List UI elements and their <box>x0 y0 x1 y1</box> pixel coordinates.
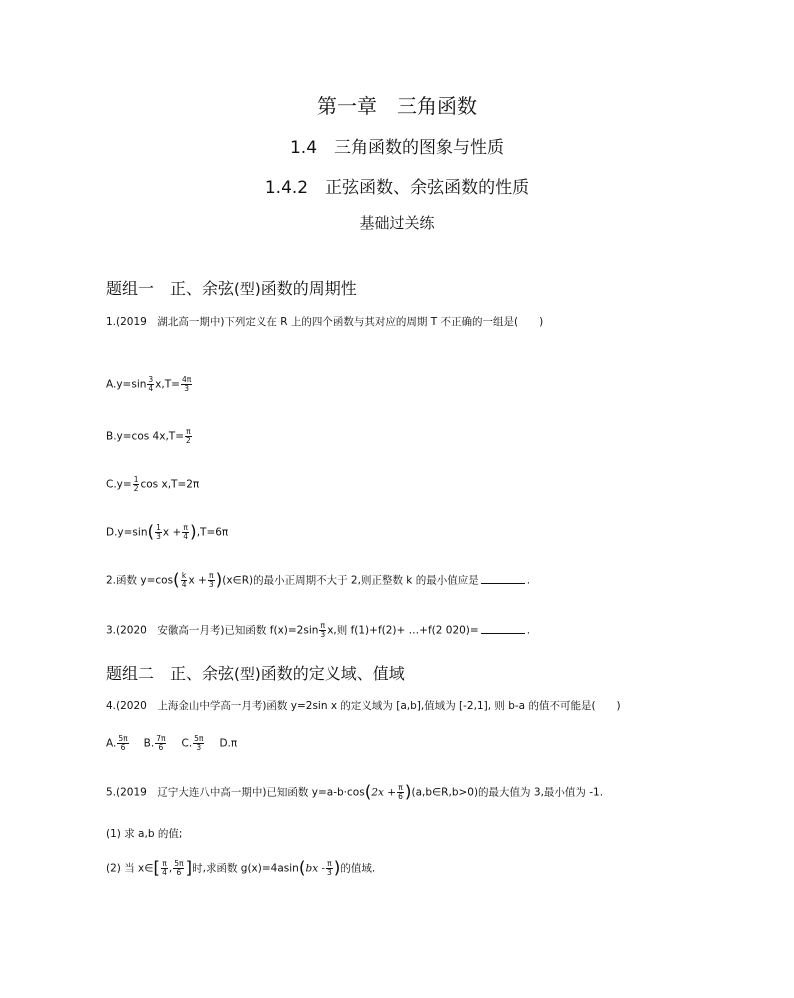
q2-frac1 <box>181 572 188 589</box>
q5-p2-r1-num: π <box>162 859 167 868</box>
question-3 <box>106 622 530 639</box>
q5-p2-r1 <box>161 860 168 877</box>
q5-p2-comma: , <box>168 862 173 875</box>
q1-a-frac-den: 4 <box>148 384 154 393</box>
q5-p2-pre: (2) 当 x∈ <box>106 862 154 875</box>
q1-b-period-den: 2 <box>186 436 191 445</box>
q2-end: . <box>526 574 531 587</box>
q1-a-pre: A.y=sin <box>106 378 147 391</box>
q5-p2-r1-den: 4 <box>162 868 167 877</box>
q1-c-pre: C.y= <box>106 478 132 491</box>
q2-pre: 2.函数 y=cos <box>106 574 174 587</box>
group-title-1-a: 题组一 正、余弦 <box>106 279 235 298</box>
group-title-1-c: 函数的周期性 <box>260 279 357 298</box>
q5-p2-frac-den: 3 <box>327 868 332 877</box>
q3-post: x,则 f(1)+f(2)+ …+f(2 020)= <box>327 624 479 637</box>
q5-p2-r2-den: 6 <box>176 868 182 877</box>
q5-inner: 2x + <box>371 786 397 799</box>
q4-c-frac <box>193 735 204 752</box>
q1-d-post: ,T=6π <box>196 526 229 539</box>
q1-c-post: cos x,T=2π <box>140 478 200 491</box>
q5-post: (a,b∈R,b>0)的最大值为 3,最小值为 -1. <box>411 786 604 799</box>
q3-frac <box>319 622 326 639</box>
q1-b-period <box>185 428 192 445</box>
subsection-title: 1.4.2 正弦函数、余弦函数的性质 <box>264 178 530 198</box>
q5-p2-inner: bx - <box>305 862 325 875</box>
section-title: 1.4 三角函数的图象与性质 <box>289 138 505 158</box>
q5-p2-mid: 时,求函数 g(x)=4asin <box>192 862 299 875</box>
q5-lparen: ( <box>364 782 372 803</box>
q2-frac1-den: 4 <box>181 580 187 589</box>
q1-d-lparen: ( <box>147 522 155 543</box>
q1-d-pre: D.y=sin <box>106 526 148 539</box>
q1-d-frac2 <box>182 524 189 541</box>
group-title-1 <box>106 276 357 299</box>
q1-c-frac-den: 2 <box>133 484 139 493</box>
question-1-option-d <box>106 524 228 541</box>
q3-end: . <box>526 624 531 637</box>
question-2 <box>106 572 530 589</box>
q4-c-num: 5π <box>194 734 204 743</box>
group-title-2-b: (型) <box>234 665 261 683</box>
q4-a-den: 6 <box>120 743 126 752</box>
question-5-stem <box>106 784 603 801</box>
question-5-part-2 <box>106 860 375 877</box>
q3-frac-den: 3 <box>320 630 326 639</box>
q1-d-frac1 <box>155 524 162 541</box>
q1-b-pre: B.y=cos 4x,T= <box>106 430 185 443</box>
q2-post: (x∈R)的最小正周期不大于 2,则正整数 k 的最小值应是 <box>222 574 479 587</box>
question-1-option-a <box>106 376 193 393</box>
q5-p2-r2-num: 5π <box>174 859 184 868</box>
q3-frac-num: π <box>320 621 326 630</box>
q1-b-period-num: π <box>186 427 191 436</box>
q1-d-frac2-num: π <box>183 523 188 532</box>
q5-frac-den: 6 <box>398 792 403 801</box>
q2-mid: x + <box>188 574 207 587</box>
chapter-title: 第一章 三角函数 <box>317 94 477 118</box>
q4-b-frac <box>155 735 166 752</box>
q5-frac-num: π <box>398 783 403 792</box>
q5-p2-lparen: ( <box>298 858 306 879</box>
q2-frac1-num: k <box>181 571 187 580</box>
q2-answer-blank[interactable] <box>481 575 525 584</box>
q2-lparen: ( <box>173 570 180 591</box>
q5-p2-rbracket: ] <box>185 858 193 879</box>
group-title-2 <box>106 661 405 684</box>
q1-d-mid: x + <box>162 526 182 539</box>
q5-frac <box>397 784 404 801</box>
q1-d-frac2-den: 4 <box>183 532 189 541</box>
q1-c-frac-num: 1 <box>133 475 139 484</box>
q1-d-frac1-num: 1 <box>156 523 161 532</box>
practice-title: 基础过关练 <box>359 214 435 232</box>
q1-c-frac <box>133 476 140 493</box>
q4-b-den: 6 <box>158 743 164 752</box>
q4-a-num: 5π <box>118 734 128 743</box>
q3-pre: 3.(2020 安徽高一月考)已知函数 f(x)=2sin <box>106 624 319 637</box>
question-4-options <box>106 735 237 752</box>
question-1-option-b <box>106 428 193 445</box>
q1-d-frac1-den: 3 <box>156 532 161 541</box>
q2-frac2 <box>208 572 215 589</box>
q1-a-mid: x,T= <box>155 378 180 391</box>
question-5-part-1: (1) 求 a,b 的值; <box>106 828 183 840</box>
q5-pre: 5.(2019 辽宁大连八中高一期中)已知函数 y=a-b·cos <box>106 786 365 799</box>
q4-d: D.π <box>219 737 238 750</box>
q4-c-den: 3 <box>196 743 202 752</box>
group-title-2-c: 函数的定义域、值域 <box>260 664 405 683</box>
question-1-stem: 1.(2019 湖北高一期中)下列定义在 R 上的四个函数与其对应的周期 T 不正确的一组是( ) <box>106 316 544 328</box>
q1-a-frac <box>147 376 154 393</box>
q4-b-num: 7π <box>156 734 166 743</box>
question-4-stem: 4.(2020 上海金山中学高一月考)函数 y=2sin x 的定义域为 [a,b],值域为 [-2,1], 则 b-a 的值不可能是( ) <box>106 700 621 712</box>
q5-p2-frac <box>326 860 333 877</box>
q2-rparen: ) <box>215 570 223 591</box>
q5-p2-lbracket: [ <box>153 858 161 879</box>
q4-a-pre: A. <box>106 737 117 750</box>
q5-p2-post: 的值域. <box>340 862 376 875</box>
q5-p2-r2 <box>173 860 184 877</box>
q4-c-pre: C. <box>181 737 193 750</box>
q3-answer-blank[interactable] <box>481 625 525 634</box>
q4-b-pre: B. <box>143 737 155 750</box>
q1-a-period-den: 3 <box>184 384 189 393</box>
question-1-option-c <box>106 476 199 493</box>
q5-p2-rparen: ) <box>333 858 341 879</box>
q1-a-period-num: 4π <box>181 375 192 384</box>
q4-a-frac <box>117 735 128 752</box>
q1-a-period <box>181 376 192 393</box>
q2-frac2-num: π <box>208 571 214 580</box>
group-title-2-a: 题组二 正、余弦 <box>106 664 235 683</box>
q2-frac2-den: 3 <box>208 580 214 589</box>
q5-rparen: ) <box>404 782 412 803</box>
q1-d-rparen: ) <box>190 522 197 543</box>
q1-a-frac-num: 3 <box>148 375 154 384</box>
q5-p2-frac-num: π <box>327 859 332 868</box>
group-title-1-b: (型) <box>234 280 261 298</box>
